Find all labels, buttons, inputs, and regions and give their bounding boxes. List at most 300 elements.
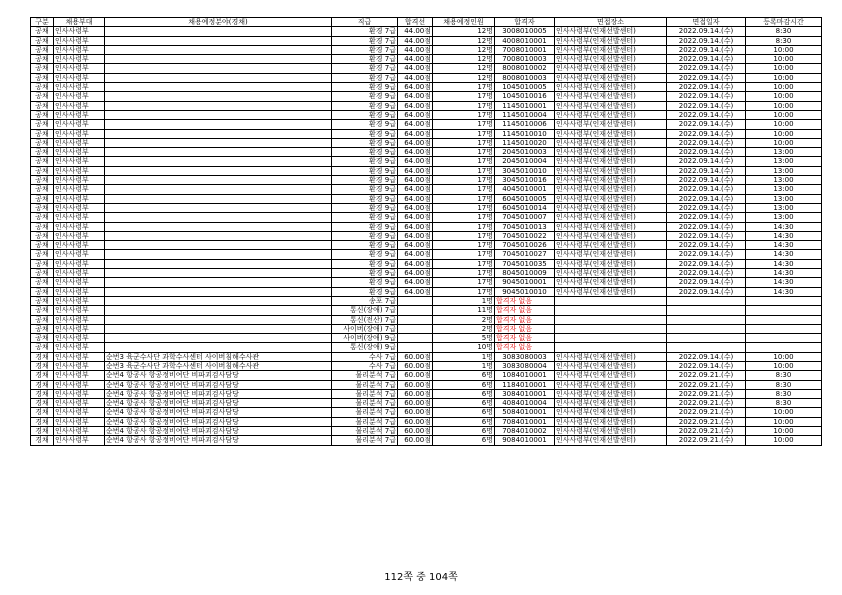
cell-field xyxy=(105,194,332,203)
cell-dept: 인사사령부 xyxy=(54,306,105,315)
cell-dept: 인사사령부 xyxy=(54,101,105,110)
cell-field xyxy=(105,287,332,296)
cell-gubun: 공채 xyxy=(31,259,54,268)
cell-score xyxy=(398,306,433,315)
cell-date: 2022.09.14.(수) xyxy=(667,73,746,82)
cell-dept: 인사사령부 xyxy=(54,176,105,185)
cell-count: 17명 xyxy=(433,148,495,157)
cell-field: 순번4 항공사 항공정비여단 비파괴검사담당 xyxy=(105,427,332,436)
cell-gubun: 공채 xyxy=(31,73,54,82)
cell-time: 10:00 xyxy=(746,110,822,119)
cell-gubun: 공채 xyxy=(31,166,54,175)
cell-gubun: 공채 xyxy=(31,250,54,259)
cell-time: 13:00 xyxy=(746,185,822,194)
cell-gubun: 공채 xyxy=(31,148,54,157)
cell-passer: 4084010004 xyxy=(495,399,555,408)
cell-passer: 1084010001 xyxy=(495,371,555,380)
cell-place: 인사사령부(인재선발센터) xyxy=(555,73,667,82)
cell-gubun: 경채 xyxy=(31,380,54,389)
cell-passer: 7045010026 xyxy=(495,241,555,250)
cell-gubun: 공채 xyxy=(31,55,54,64)
cell-place: 인사사령부(인재선발센터) xyxy=(555,231,667,240)
cell-score: 64.00점 xyxy=(398,194,433,203)
cell-time xyxy=(746,343,822,352)
table-row xyxy=(31,222,822,231)
cell-date xyxy=(667,334,746,343)
cell-score: 64.00점 xyxy=(398,231,433,240)
cell-passer: 8045010009 xyxy=(495,269,555,278)
table-row xyxy=(31,83,822,92)
cell-gubun: 경채 xyxy=(31,399,54,408)
cell-field xyxy=(105,213,332,222)
cell-date: 2022.09.21.(수) xyxy=(667,371,746,380)
cell-score: 60.00점 xyxy=(398,380,433,389)
cell-date xyxy=(667,324,746,333)
cell-score: 44.00점 xyxy=(398,55,433,64)
cell-passer: 3083080004 xyxy=(495,361,555,370)
cell-gubun: 공채 xyxy=(31,315,54,324)
cell-place xyxy=(555,315,667,324)
cell-gubun: 공채 xyxy=(31,269,54,278)
cell-time: 10:00 xyxy=(746,436,822,445)
cell-count: 17명 xyxy=(433,185,495,194)
cell-grade: 물리분석 7급 xyxy=(332,427,398,436)
table-row xyxy=(31,157,822,166)
cell-count: 17명 xyxy=(433,92,495,101)
cell-score: 64.00점 xyxy=(398,185,433,194)
cell-field xyxy=(105,296,332,305)
cell-grade: 환경 9급 xyxy=(332,269,398,278)
cell-score: 64.00점 xyxy=(398,166,433,175)
cell-dept: 인사사령부 xyxy=(54,380,105,389)
cell-date: 2022.09.14.(수) xyxy=(667,55,746,64)
cell-gubun: 공채 xyxy=(31,222,54,231)
cell-field xyxy=(105,101,332,110)
cell-field xyxy=(105,129,332,138)
cell-gubun: 공채 xyxy=(31,83,54,92)
cell-score: 64.00점 xyxy=(398,129,433,138)
cell-place: 인사사령부(인재선발센터) xyxy=(555,64,667,73)
cell-time: 14:30 xyxy=(746,250,822,259)
cell-place: 인사사령부(인재선발센터) xyxy=(555,222,667,231)
cell-dept: 인사사령부 xyxy=(54,92,105,101)
cell-gubun: 경채 xyxy=(31,361,54,370)
cell-count: 1명 xyxy=(433,361,495,370)
cell-place xyxy=(555,296,667,305)
cell-count: 17명 xyxy=(433,231,495,240)
cell-place: 인사사령부(인재선발센터) xyxy=(555,352,667,361)
cell-count: 17명 xyxy=(433,166,495,175)
cell-grade: 환경 9급 xyxy=(332,241,398,250)
cell-field: 순번3 육군수사단 과학수사센터 사이버침해수사관 xyxy=(105,361,332,370)
cell-gubun: 경채 xyxy=(31,371,54,380)
cell-passer: 1045010005 xyxy=(495,83,555,92)
header-dept: 채용부대 xyxy=(54,18,105,27)
table-row xyxy=(31,287,822,296)
cell-count: 17명 xyxy=(433,129,495,138)
cell-field xyxy=(105,315,332,324)
cell-count: 17명 xyxy=(433,194,495,203)
cell-dept: 인사사령부 xyxy=(54,241,105,250)
cell-dept: 인사사령부 xyxy=(54,269,105,278)
cell-time: 8:30 xyxy=(746,27,822,36)
table-row xyxy=(31,371,822,380)
cell-passer: 3045010010 xyxy=(495,166,555,175)
cell-date: 2022.09.21.(수) xyxy=(667,427,746,436)
cell-field: 순번4 항공사 항공정비여단 비파괴검사담당 xyxy=(105,399,332,408)
cell-time: 10:00 xyxy=(746,417,822,426)
cell-place: 인사사령부(인재선발센터) xyxy=(555,371,667,380)
cell-date: 2022.09.14.(수) xyxy=(667,92,746,101)
cell-dept: 인사사령부 xyxy=(54,73,105,82)
cell-place: 인사사령부(인재선발센터) xyxy=(555,36,667,45)
cell-dept: 인사사령부 xyxy=(54,278,105,287)
cell-grade: 사이버(장애) 9급 xyxy=(332,334,398,343)
cell-place: 인사사령부(인재선발센터) xyxy=(555,148,667,157)
cell-grade: 환경 9급 xyxy=(332,166,398,175)
cell-date: 2022.09.21.(수) xyxy=(667,408,746,417)
cell-gubun: 공채 xyxy=(31,45,54,54)
cell-score: 60.00점 xyxy=(398,361,433,370)
cell-score: 64.00점 xyxy=(398,92,433,101)
cell-gubun: 공채 xyxy=(31,278,54,287)
cell-place: 인사사령부(인재선발센터) xyxy=(555,27,667,36)
cell-date: 2022.09.21.(수) xyxy=(667,417,746,426)
cell-count: 17명 xyxy=(433,222,495,231)
cell-time: 8:30 xyxy=(746,36,822,45)
cell-passer: 7045010027 xyxy=(495,250,555,259)
cell-field xyxy=(105,241,332,250)
cell-grade: 수사 7급 xyxy=(332,361,398,370)
cell-grade: 통신(장애) 7급 xyxy=(332,306,398,315)
cell-dept: 인사사령부 xyxy=(54,203,105,212)
cell-count: 6명 xyxy=(433,417,495,426)
cell-field xyxy=(105,73,332,82)
cell-place: 인사사령부(인재선발센터) xyxy=(555,55,667,64)
cell-count: 1명 xyxy=(433,296,495,305)
cell-score: 44.00점 xyxy=(398,64,433,73)
cell-grade: 수사 7급 xyxy=(332,352,398,361)
table-row xyxy=(31,334,822,343)
cell-score: 64.00점 xyxy=(398,213,433,222)
cell-date: 2022.09.14.(수) xyxy=(667,222,746,231)
cell-count: 1명 xyxy=(433,352,495,361)
cell-field xyxy=(105,324,332,333)
cell-passer: 3084010001 xyxy=(495,389,555,398)
cell-place: 인사사령부(인재선발센터) xyxy=(555,194,667,203)
cell-gubun: 공채 xyxy=(31,334,54,343)
cell-time xyxy=(746,306,822,315)
cell-date: 2022.09.14.(수) xyxy=(667,166,746,175)
table-row xyxy=(31,408,822,417)
cell-date: 2022.09.14.(수) xyxy=(667,185,746,194)
cell-time: 14:30 xyxy=(746,287,822,296)
cell-field xyxy=(105,250,332,259)
cell-time: 14:30 xyxy=(746,241,822,250)
table-row xyxy=(31,324,822,333)
table-row xyxy=(31,101,822,110)
cell-place: 인사사령부(인재선발센터) xyxy=(555,110,667,119)
cell-time: 10:00 xyxy=(746,120,822,129)
cell-grade: 통신(전산) 7급 xyxy=(332,315,398,324)
cell-passer: 3045010016 xyxy=(495,176,555,185)
cell-passer: 6045010014 xyxy=(495,203,555,212)
cell-gubun: 공채 xyxy=(31,203,54,212)
cell-count: 6명 xyxy=(433,427,495,436)
cell-place: 인사사령부(인재선발센터) xyxy=(555,399,667,408)
cell-count: 12명 xyxy=(433,36,495,45)
table-row xyxy=(31,148,822,157)
cell-gubun: 공채 xyxy=(31,287,54,296)
cell-field xyxy=(105,27,332,36)
cell-place: 인사사령부(인재선발센터) xyxy=(555,250,667,259)
cell-field xyxy=(105,64,332,73)
cell-place xyxy=(555,324,667,333)
cell-gubun: 공채 xyxy=(31,324,54,333)
cell-date: 2022.09.14.(수) xyxy=(667,148,746,157)
cell-passer: 7084010001 xyxy=(495,417,555,426)
cell-gubun: 경채 xyxy=(31,417,54,426)
cell-count: 17명 xyxy=(433,278,495,287)
cell-date: 2022.09.14.(수) xyxy=(667,213,746,222)
cell-field: 순번4 항공사 항공정비여단 비파괴검사담당 xyxy=(105,371,332,380)
cell-grade: 물리분석 7급 xyxy=(332,417,398,426)
cell-score: 64.00점 xyxy=(398,176,433,185)
table-row xyxy=(31,203,822,212)
cell-place: 인사사령부(인재선발센터) xyxy=(555,361,667,370)
cell-grade: 환경 9급 xyxy=(332,185,398,194)
cell-time: 14:30 xyxy=(746,278,822,287)
cell-place: 인사사령부(인재선발센터) xyxy=(555,176,667,185)
cell-grade: 환경 9급 xyxy=(332,129,398,138)
cell-score xyxy=(398,343,433,352)
cell-field xyxy=(105,83,332,92)
cell-count: 6명 xyxy=(433,389,495,398)
header-time: 등록마감시간 xyxy=(746,18,822,27)
table-row xyxy=(31,64,822,73)
cell-gubun: 경채 xyxy=(31,436,54,445)
cell-date: 2022.09.14.(수) xyxy=(667,157,746,166)
cell-dept: 인사사령부 xyxy=(54,55,105,64)
cell-field: 순번4 항공사 항공정비여단 비파괴검사담당 xyxy=(105,436,332,445)
cell-passer: 9084010001 xyxy=(495,436,555,445)
cell-gubun: 공채 xyxy=(31,185,54,194)
cell-passer: 8008010002 xyxy=(495,64,555,73)
header-date: 면접일자 xyxy=(667,18,746,27)
cell-time: 10:00 xyxy=(746,361,822,370)
cell-count: 6명 xyxy=(433,436,495,445)
cell-gubun: 공채 xyxy=(31,129,54,138)
cell-field xyxy=(105,231,332,240)
cell-place: 인사사령부(인재선발센터) xyxy=(555,259,667,268)
cell-dept: 인사사령부 xyxy=(54,361,105,370)
table-row xyxy=(31,417,822,426)
cell-date: 2022.09.21.(수) xyxy=(667,399,746,408)
cell-place xyxy=(555,343,667,352)
cell-date: 2022.09.14.(수) xyxy=(667,27,746,36)
cell-count: 12명 xyxy=(433,45,495,54)
cell-count: 17명 xyxy=(433,110,495,119)
cell-passer: 9045010010 xyxy=(495,287,555,296)
cell-time: 13:00 xyxy=(746,148,822,157)
page-number: 112쪽 중 104쪽 xyxy=(384,572,458,583)
cell-date: 2022.09.14.(수) xyxy=(667,176,746,185)
table-row xyxy=(31,436,822,445)
cell-count: 17명 xyxy=(433,120,495,129)
cell-count: 6명 xyxy=(433,408,495,417)
table-row xyxy=(31,352,822,361)
cell-gubun: 공채 xyxy=(31,27,54,36)
cell-gubun: 공채 xyxy=(31,306,54,315)
cell-passer: 9045010001 xyxy=(495,278,555,287)
cell-dept: 인사사령부 xyxy=(54,185,105,194)
cell-grade: 환경 9급 xyxy=(332,222,398,231)
table-row xyxy=(31,315,822,324)
cell-time: 14:30 xyxy=(746,222,822,231)
cell-date: 2022.09.14.(수) xyxy=(667,352,746,361)
cell-grade: 사이버(장애) 7급 xyxy=(332,324,398,333)
cell-count: 17명 xyxy=(433,138,495,147)
cell-gubun: 공채 xyxy=(31,176,54,185)
cell-dept: 인사사령부 xyxy=(54,231,105,240)
cell-time: 14:30 xyxy=(746,231,822,240)
cell-date: 2022.09.14.(수) xyxy=(667,259,746,268)
cell-score: 60.00점 xyxy=(398,427,433,436)
cell-score: 44.00점 xyxy=(398,36,433,45)
cell-field xyxy=(105,166,332,175)
cell-score: 64.00점 xyxy=(398,138,433,147)
cell-date: 2022.09.14.(수) xyxy=(667,101,746,110)
cell-date: 2022.09.14.(수) xyxy=(667,361,746,370)
cell-time xyxy=(746,324,822,333)
cell-time xyxy=(746,315,822,324)
header-score: 합격선 xyxy=(398,18,433,27)
cell-time: 10:00 xyxy=(746,83,822,92)
cell-place: 인사사령부(인재선발센터) xyxy=(555,83,667,92)
cell-field: 순번3 육군수사단 과학수사센터 사이버침해수사관 xyxy=(105,352,332,361)
cell-gubun: 공채 xyxy=(31,110,54,119)
cell-field: 순번4 항공사 항공정비여단 비파괴검사담당 xyxy=(105,389,332,398)
cell-dept: 인사사령부 xyxy=(54,427,105,436)
cell-dept: 인사사령부 xyxy=(54,166,105,175)
cell-dept: 인사사령부 xyxy=(54,315,105,324)
cell-grade: 환경 9급 xyxy=(332,231,398,240)
cell-grade: 환경 9급 xyxy=(332,110,398,119)
table-row xyxy=(31,296,822,305)
cell-grade: 환경 9급 xyxy=(332,213,398,222)
cell-grade: 환경 9급 xyxy=(332,259,398,268)
cell-count: 17명 xyxy=(433,269,495,278)
cell-count: 11명 xyxy=(433,306,495,315)
cell-score: 60.00점 xyxy=(398,352,433,361)
table-row xyxy=(31,399,822,408)
cell-place: 인사사령부(인재선발센터) xyxy=(555,157,667,166)
cell-passer: 3083080003 xyxy=(495,352,555,361)
cell-score: 64.00점 xyxy=(398,101,433,110)
cell-gubun: 경채 xyxy=(31,389,54,398)
cell-field xyxy=(105,343,332,352)
table-row xyxy=(31,73,822,82)
cell-passer: 1184010001 xyxy=(495,380,555,389)
cell-dept: 인사사령부 xyxy=(54,83,105,92)
cell-date xyxy=(667,315,746,324)
cell-date xyxy=(667,343,746,352)
table-row xyxy=(31,138,822,147)
cell-field xyxy=(105,55,332,64)
header-field: 채용예정분야(경채) xyxy=(105,18,332,27)
cell-grade: 환경 9급 xyxy=(332,138,398,147)
cell-gubun: 공채 xyxy=(31,194,54,203)
cell-place: 인사사령부(인재선발센터) xyxy=(555,129,667,138)
header-gubun: 구분 xyxy=(31,18,54,27)
cell-place: 인사사령부(인재선발센터) xyxy=(555,436,667,445)
cell-gubun: 공채 xyxy=(31,241,54,250)
cell-field xyxy=(105,203,332,212)
cell-passer: 7045010013 xyxy=(495,222,555,231)
table-row xyxy=(31,45,822,54)
cell-score: 64.00점 xyxy=(398,203,433,212)
cell-place: 인사사령부(인재선발센터) xyxy=(555,408,667,417)
cell-passer: 합격자 없음 xyxy=(495,296,555,305)
cell-gubun: 공채 xyxy=(31,231,54,240)
cell-time: 10:00 xyxy=(746,352,822,361)
cell-date: 2022.09.14.(수) xyxy=(667,83,746,92)
cell-grade: 환경 9급 xyxy=(332,101,398,110)
table-row xyxy=(31,278,822,287)
cell-passer: 2045010004 xyxy=(495,157,555,166)
cell-dept: 인사사령부 xyxy=(54,120,105,129)
cell-passer: 6045010005 xyxy=(495,194,555,203)
cell-date: 2022.09.14.(수) xyxy=(667,129,746,138)
cell-place: 인사사령부(인재선발센터) xyxy=(555,101,667,110)
cell-place: 인사사령부(인재선발센터) xyxy=(555,166,667,175)
cell-grade: 환경 7급 xyxy=(332,27,398,36)
cell-place xyxy=(555,334,667,343)
cell-dept: 인사사령부 xyxy=(54,287,105,296)
cell-dept: 인사사령부 xyxy=(54,27,105,36)
table-row xyxy=(31,343,822,352)
cell-passer: 2045010003 xyxy=(495,148,555,157)
cell-passer: 4008010001 xyxy=(495,36,555,45)
cell-score: 60.00점 xyxy=(398,408,433,417)
cell-date: 2022.09.14.(수) xyxy=(667,269,746,278)
cell-score: 64.00점 xyxy=(398,269,433,278)
cell-score: 64.00점 xyxy=(398,278,433,287)
cell-time: 13:00 xyxy=(746,166,822,175)
cell-dept: 인사사령부 xyxy=(54,194,105,203)
cell-time: 10:00 xyxy=(746,45,822,54)
table-row xyxy=(31,36,822,45)
cell-count: 2명 xyxy=(433,315,495,324)
cell-grade: 환경 9급 xyxy=(332,92,398,101)
table-row xyxy=(31,110,822,119)
cell-dept: 인사사령부 xyxy=(54,408,105,417)
cell-grade: 환경 9급 xyxy=(332,203,398,212)
cell-count: 17명 xyxy=(433,176,495,185)
cell-field xyxy=(105,157,332,166)
cell-dept: 인사사령부 xyxy=(54,222,105,231)
cell-place: 인사사령부(인재선발센터) xyxy=(555,185,667,194)
cell-count: 17명 xyxy=(433,83,495,92)
cell-grade: 물리분석 7급 xyxy=(332,399,398,408)
cell-passer: 8008010003 xyxy=(495,73,555,82)
cell-passer: 7008010001 xyxy=(495,45,555,54)
cell-time: 13:00 xyxy=(746,194,822,203)
cell-time: 10:00 xyxy=(746,55,822,64)
cell-passer: 합격자 없음 xyxy=(495,334,555,343)
cell-passer: 5084010001 xyxy=(495,408,555,417)
cell-gubun: 공채 xyxy=(31,36,54,45)
